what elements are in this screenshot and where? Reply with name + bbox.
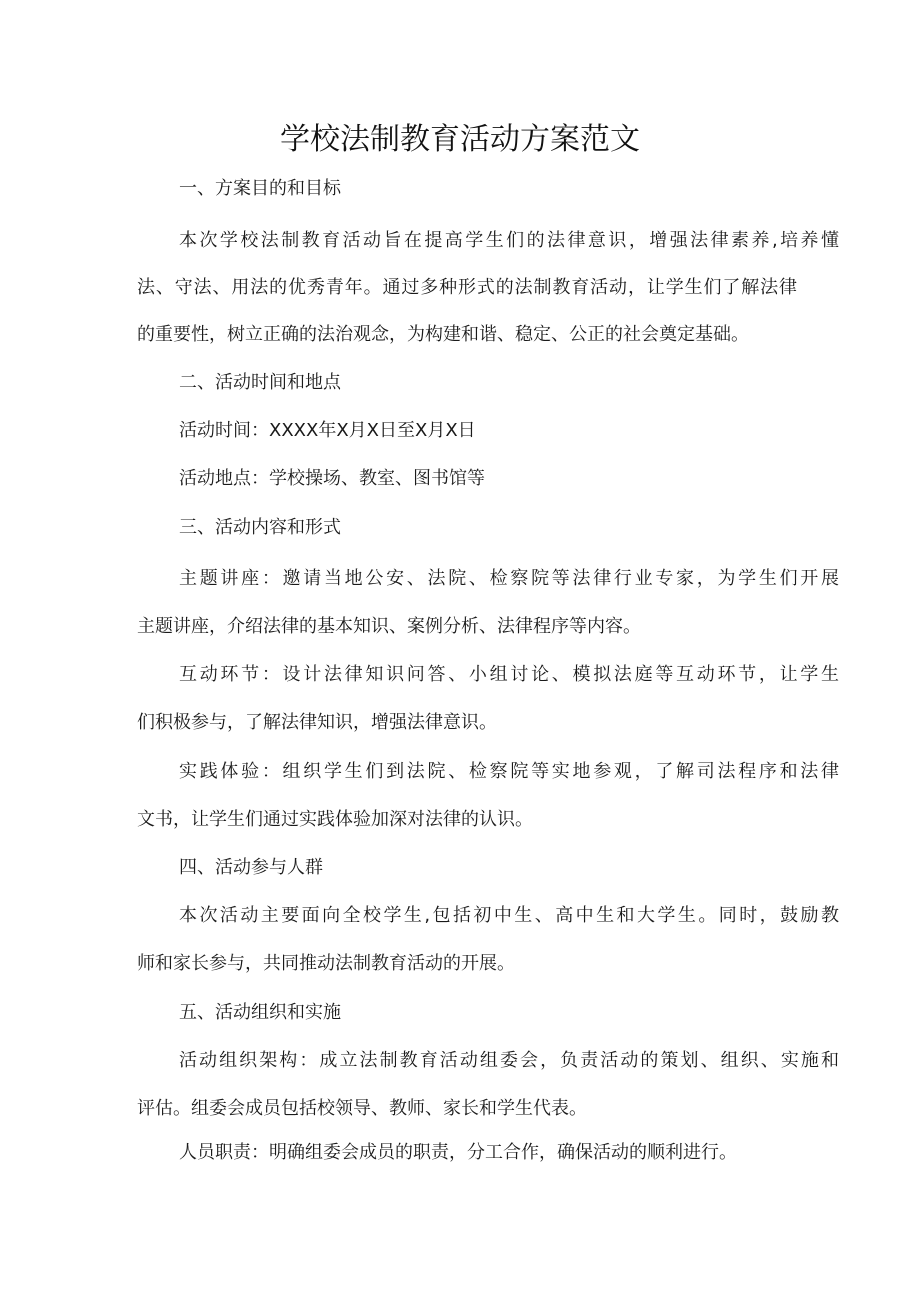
section-heading-2: 二、活动时间和地点 (179, 372, 341, 393)
paragraph-line: 主题讲座：邀请当地公安、法院、检察院等法律行业专家，为学生们开展 (179, 568, 839, 589)
section-heading-3: 三、活动内容和形式 (179, 517, 341, 538)
paragraph-line: 人员职责：明确组委会成员的职责，分工合作，确保活动的顺利进行。 (179, 1142, 737, 1163)
paragraph-line: 本次学校法制教育活动旨在提高学生们的法律意识，增强法律素养,培养懂 (179, 230, 839, 251)
paragraph-line: 文书，让学生们通过实践体验加深对法律的认识。 (137, 809, 533, 830)
paragraph-line: 师和家长参与，共同推动法制教育活动的开展。 (137, 953, 515, 974)
paragraph-line: 的重要性，树立正确的法治观念，为构建和谐、稳定、公正的社会奠定基础。 (137, 324, 749, 345)
paragraph-line: 本次活动主要面向全校学生,包括初中生、高中生和大学生。同时，鼓励教 (179, 905, 839, 926)
paragraph-line: 活动组织架构：成立法制教育活动组委会，负责活动的策划、组织、实施和 (179, 1050, 839, 1071)
paragraph-line: 评估。组委会成员包括校领导、教师、家长和学生代表。 (137, 1098, 587, 1119)
document-title: 学校法制教育活动方案范文 (280, 122, 640, 157)
paragraph-line: 互动环节：设计法律知识问答、小组讨论、模拟法庭等互动环节，让学生 (179, 664, 839, 685)
section-heading-4: 四、活动参与人群 (179, 857, 323, 878)
activity-location: 活动地点：学校操场、教室、图书馆等 (179, 468, 485, 489)
paragraph-line: 实践体验：组织学生们到法院、检察院等实地参观，了解司法程序和法律 (179, 761, 839, 782)
paragraph-line: 主题讲座，介绍法律的基本知识、案例分析、法律程序等内容。 (137, 616, 641, 637)
paragraph-line: 们积极参与，了解法律知识，增强法律意识。 (137, 712, 497, 733)
section-heading-5: 五、活动组织和实施 (179, 1002, 341, 1023)
activity-time: 活动时间：XXXX年X月X日至X月X日 (179, 420, 476, 441)
section-heading-1: 一、方案目的和目标 (179, 178, 341, 199)
paragraph-line: 法、守法、用法的优秀青年。通过多种形式的法制教育活动，让学生们了解法律 (137, 277, 797, 298)
